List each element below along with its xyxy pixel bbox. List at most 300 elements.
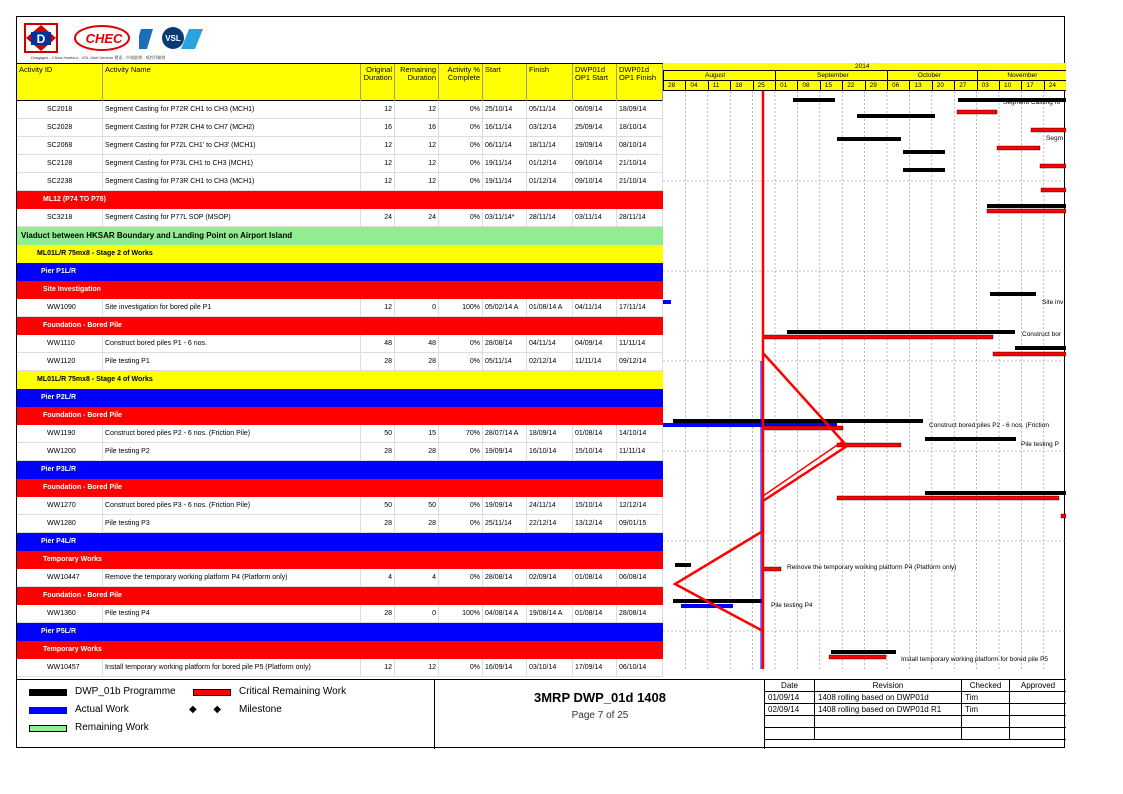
gantt-bar [925, 491, 1066, 495]
activity-id: WW1270 [17, 497, 103, 514]
activity-id: WW1360 [17, 605, 103, 622]
legend-programme-label: DWP_01b Programme [75, 686, 176, 697]
wbs-band-label: Temporary Works [43, 556, 102, 563]
gantt-bar [993, 352, 1066, 356]
wbs-band[interactable] [17, 641, 663, 659]
rev-desc: 1408 rolling based on DWP01d R1 [815, 704, 962, 716]
gantt-chart [663, 63, 1066, 669]
dwp-start: 01/08/14 [573, 425, 617, 442]
day-divider [1044, 81, 1045, 91]
day-label: 18 [735, 82, 743, 89]
dwp-finish: 08/10/14 [617, 137, 663, 154]
activity-name: Construct bored piles P3 - 6 nos. (Friction Pile) [103, 497, 361, 514]
activity-name: Construct bored piles P1 - 6 nos. [103, 335, 361, 352]
month-label: September [817, 72, 849, 79]
finish-date: 05/11/14 [527, 101, 573, 118]
pct-complete: 0% [439, 443, 483, 460]
day-label: 27 [959, 82, 967, 89]
logo-caption: Dragages - China Harbour - VSL Joint Venture 寶嘉 - 中國港灣 - 威胜利聯營 [31, 55, 166, 60]
day-divider [685, 81, 686, 91]
gantt-bar-label: Remove the temporary working platform P4 (Platform only) [787, 564, 957, 571]
dwp-start: 04/09/14 [573, 335, 617, 352]
finish-date: 24/11/14 [527, 497, 573, 514]
finish-date: 18/11/14 [527, 137, 573, 154]
wbs-band-label: Foundation - Bored Pile [43, 412, 122, 419]
activity-id: SC2238 [17, 173, 103, 190]
gantt-bar [1041, 188, 1066, 192]
finish-date: 01/12/14 [527, 173, 573, 190]
table-row[interactable] [17, 335, 663, 353]
original-duration: 28 [361, 515, 395, 532]
col-dwp-start[interactable]: DWP01d OP1 Start [573, 64, 617, 102]
gantt-bar [793, 98, 835, 102]
day-label: 15 [824, 82, 833, 89]
dwp-finish: 17/11/14 [617, 299, 663, 316]
dwp-finish: 09/01/15 [617, 515, 663, 532]
start-date: 05/02/14 A [483, 299, 527, 316]
wbs-band-label: Pier P2L/R [41, 394, 77, 401]
dwp-finish: 11/11/14 [617, 335, 663, 352]
remaining-duration: 28 [395, 443, 439, 460]
finish-date: 22/12/14 [527, 515, 573, 532]
table-row[interactable] [17, 515, 663, 533]
remaining-duration: 15 [395, 425, 439, 442]
gantt-bar [957, 110, 997, 114]
gantt-bar [763, 335, 993, 339]
day-label: 10 [1004, 82, 1012, 89]
original-duration: 12 [361, 101, 395, 118]
gantt-bar [681, 604, 733, 608]
revision-row-empty [765, 716, 1066, 728]
rev-col-approved: Approved [1020, 681, 1056, 690]
wbs-band[interactable] [17, 281, 663, 299]
rev-col-date: Date [765, 680, 815, 692]
wbs-band[interactable] [17, 191, 663, 209]
wbs-band-label: Site Investigation [43, 286, 101, 293]
activity-name: Pile testing P4 [103, 605, 361, 622]
chec-logo [73, 23, 131, 53]
finish-date: 02/09/14 [527, 569, 573, 586]
dwp-start: 09/10/14 [573, 155, 617, 172]
table-row[interactable] [17, 137, 663, 155]
activity-id: WW1090 [17, 299, 103, 316]
remaining-duration: 28 [395, 515, 439, 532]
activity-id: WW10457 [17, 659, 103, 676]
start-date: 16/11/14 [483, 119, 527, 136]
revision-row [765, 704, 1066, 716]
activity-name: Pile testing P1 [103, 353, 361, 370]
pct-complete: 100% [439, 299, 483, 316]
col-start[interactable]: Start [483, 64, 527, 102]
wbs-band[interactable] [17, 227, 663, 245]
pct-complete: 0% [439, 101, 483, 118]
start-date: 19/09/14 [483, 497, 527, 514]
vsl-text: VSL [165, 34, 181, 43]
gantt-bar [987, 204, 1066, 208]
activity-name: Segment Casting for P73L CH1 to CH3 (MCH1) [103, 155, 361, 172]
pct-complete: 0% [439, 497, 483, 514]
gantt-bar-label: Pile testing P [1021, 441, 1059, 448]
pct-complete: 0% [439, 137, 483, 154]
day-label: 01 [780, 82, 788, 89]
wbs-band[interactable] [17, 407, 663, 425]
rev-col-checked: Checked [962, 680, 1010, 692]
day-label: 04 [690, 82, 698, 89]
start-date: 05/11/14 [483, 353, 527, 370]
wbs-band-label: Pier P3L/R [41, 466, 77, 473]
dwp-start: 15/10/14 [573, 497, 617, 514]
dwp-finish: 28/11/14 [617, 209, 663, 226]
col-original-duration[interactable]: Original Duration [361, 64, 395, 102]
pct-complete: 0% [439, 209, 483, 226]
gantt-bar [675, 563, 691, 567]
original-duration: 4 [361, 569, 395, 586]
gantt-bar-label: Construct bor [1022, 331, 1062, 338]
wbs-band-label: Temporary Works [43, 646, 102, 653]
day-divider [708, 81, 709, 91]
start-date: 19/11/14 [483, 155, 527, 172]
table-row[interactable] [17, 659, 663, 677]
table-row[interactable] [17, 497, 663, 515]
remaining-duration: 48 [395, 335, 439, 352]
day-label: 08 [802, 82, 810, 89]
page-number: Page 7 of 25 [571, 710, 629, 721]
dwp-start: 04/11/14 [573, 299, 617, 316]
day-divider [865, 81, 866, 91]
remaining-duration: 0 [395, 605, 439, 622]
start-date: 25/10/14 [483, 101, 527, 118]
wbs-band[interactable] [17, 623, 663, 641]
rev-date: 02/09/14 [765, 704, 815, 716]
revision-header-row [765, 680, 1066, 692]
gantt-bar-label: Construct bored piles P2 - 6 nos. (Friction [929, 422, 1049, 429]
pct-complete: 0% [439, 335, 483, 352]
start-date: 16/09/14 [483, 659, 527, 676]
wbs-band-label: ML01L/R 75mx8 - Stage 2 of Works [37, 250, 153, 257]
finish-date: 28/11/14 [527, 209, 573, 226]
activity-id: SC2128 [17, 155, 103, 172]
col-activity-name[interactable]: Activity Name [103, 64, 361, 102]
activity-id: WW1120 [17, 353, 103, 370]
gantt-bar [663, 300, 671, 304]
col-remaining-duration[interactable]: Remaining Duration [395, 64, 439, 102]
month-label: August [705, 72, 726, 79]
month-divider [887, 71, 888, 81]
dwp-start: 19/09/14 [573, 137, 617, 154]
remaining-duration: 12 [395, 155, 439, 172]
original-duration: 16 [361, 119, 395, 136]
gantt-bar [1040, 164, 1066, 168]
wbs-band[interactable] [17, 551, 663, 569]
start-date: 28/08/14 [483, 335, 527, 352]
table-row[interactable] [17, 155, 663, 173]
finish-date: 04/11/14 [527, 335, 573, 352]
rev-empty-cell [962, 716, 1010, 728]
day-divider [797, 81, 798, 91]
revision-row-empty [765, 728, 1066, 740]
activity-id: SC3218 [17, 209, 103, 226]
rev-desc: 1408 rolling based on DWP01d [815, 692, 962, 704]
gantt-bar [925, 437, 1016, 441]
day-divider [932, 81, 933, 91]
pct-complete: 0% [439, 353, 483, 370]
dwp-finish: 06/10/14 [617, 659, 663, 676]
day-divider [887, 81, 888, 91]
pct-complete: 0% [439, 173, 483, 190]
original-duration: 50 [361, 497, 395, 514]
day-label: 22 [847, 82, 855, 89]
gantt-bar-label: Site inv [1042, 299, 1064, 306]
dwp-start: 13/12/14 [573, 515, 617, 532]
activity-id: WW1200 [17, 443, 103, 460]
activity-id: SC2028 [17, 119, 103, 136]
day-divider [775, 81, 776, 91]
legend-critical-label: Critical Remaining Work [239, 686, 347, 697]
activity-name: Install temporary working platform for bored pile P5 (Platform only) [103, 659, 361, 676]
month-label: October [917, 72, 941, 79]
col-activity-id[interactable]: Activity ID [17, 64, 103, 102]
revision-row [765, 692, 1066, 704]
day-label: 29 [869, 82, 877, 89]
rev-empty-cell [765, 728, 815, 740]
day-label: 20 [936, 82, 945, 89]
remaining-duration: 12 [395, 101, 439, 118]
start-date: 06/11/14 [483, 137, 527, 154]
month-divider [663, 71, 664, 81]
rev-empty-cell [962, 728, 1010, 740]
gantt-body [663, 91, 1066, 669]
col-dwp-finish[interactable]: DWP01d OP1 Finish [617, 64, 663, 102]
table-row[interactable] [17, 209, 663, 227]
finish-date: 03/12/14 [527, 119, 573, 136]
remaining-duration: 50 [395, 497, 439, 514]
table-row[interactable] [17, 119, 663, 137]
wbs-band-label: ML12 (P74 TO P78) [43, 196, 106, 203]
wbs-band-label: ML01L/R 75mx8 - Stage 4 of Works [37, 376, 153, 383]
legend-critical-swatch [193, 689, 231, 696]
table-row[interactable] [17, 425, 663, 443]
gantt-bar [903, 168, 945, 172]
rev-empty-cell [765, 716, 815, 728]
rev-col-revision: Revision [815, 680, 962, 692]
gantt-bar [997, 146, 1040, 150]
activity-name: Site investigation for bored pile P1 [103, 299, 361, 316]
rev-empty-cell [815, 716, 962, 728]
finish-date: 01/12/14 [527, 155, 573, 172]
gantt-bar [829, 655, 886, 659]
original-duration: 12 [361, 173, 395, 190]
pct-complete: 0% [439, 569, 483, 586]
gantt-bar [787, 330, 1015, 334]
legend-remaining-label: Remaining Work [75, 722, 149, 733]
start-date: 25/11/14 [483, 515, 527, 532]
finish-date: 03/10/14 [527, 659, 573, 676]
pct-complete: 0% [439, 659, 483, 676]
gantt-bar [1015, 346, 1066, 350]
table-header [17, 63, 663, 101]
gantt-bar-label: Pile testing P4 [771, 602, 813, 609]
gantt-bar-label: Segment Casting fo [1003, 99, 1061, 106]
day-divider [663, 81, 664, 91]
gantt-bar [831, 650, 896, 654]
activity-name: Construct bored piles P2 - 6 nos. (Friction Pile) [103, 425, 361, 442]
day-divider [842, 81, 843, 91]
remaining-duration: 16 [395, 119, 439, 136]
gantt-bar [673, 599, 763, 603]
milestone-diamond-icon: ◆ ◆ [189, 704, 222, 715]
gantt-bar [1061, 514, 1066, 518]
activity-id: WW1110 [17, 335, 103, 352]
gantt-bar [990, 292, 1036, 296]
day-divider [1021, 81, 1022, 91]
dragages-logo [23, 23, 59, 53]
gantt-timescale [663, 63, 1066, 91]
table-row[interactable] [17, 569, 663, 587]
table-row[interactable] [17, 299, 663, 317]
activity-name: Segment Casting for P72L CH1' to CH3' (MCH1) [103, 137, 361, 154]
day-divider [753, 81, 754, 91]
schedule-title: 3MRP DWP_01d 1408 [534, 690, 666, 705]
activity-name: Pile testing P3 [103, 515, 361, 532]
dwp-start: 06/09/14 [573, 101, 617, 118]
logo-strip [17, 17, 1066, 63]
wbs-band[interactable] [17, 245, 663, 263]
dwp-finish: 14/10/14 [617, 425, 663, 442]
table-row[interactable] [17, 173, 663, 191]
wbs-band-label: Pier P5L/R [41, 628, 77, 635]
day-label: 13 [914, 82, 922, 89]
legend-actual-label: Actual Work [75, 704, 129, 715]
dwp-finish: 09/12/14 [617, 353, 663, 370]
chec-text: CHEC [85, 31, 123, 46]
dwp-start: 01/08/14 [573, 605, 617, 622]
wbs-band-label: Foundation - Bored Pile [43, 322, 122, 329]
vsl-logo [139, 23, 205, 53]
legend [17, 679, 435, 749]
activity-name: Segment Casting for P73R CH1 to CH3 (MCH1) [103, 173, 361, 190]
wbs-band[interactable] [17, 317, 663, 335]
wbs-band[interactable] [17, 479, 663, 497]
wbs-band[interactable] [17, 389, 663, 407]
dwp-finish: 21/10/14 [617, 173, 663, 190]
original-duration: 12 [361, 299, 395, 316]
rev-approved [1010, 704, 1066, 716]
activity-name: Segment Casting for P77L SOP (MSOP) [103, 209, 361, 226]
legend-remaining-swatch [29, 725, 67, 732]
dwp-start: 15/10/14 [573, 443, 617, 460]
wbs-band[interactable] [17, 371, 663, 389]
activity-id: WW1280 [17, 515, 103, 532]
legend-actual-swatch [29, 707, 67, 714]
dwp-finish: 11/11/14 [617, 443, 663, 460]
original-duration: 28 [361, 605, 395, 622]
dwp-finish: 12/12/14 [617, 497, 663, 514]
dwp-start: 01/08/14 [573, 569, 617, 586]
pct-complete: 100% [439, 605, 483, 622]
rev-checked: Tim [962, 692, 1010, 704]
month-divider [977, 71, 978, 81]
table-row[interactable] [17, 443, 663, 461]
gantt-bar-label: Segm [1046, 135, 1063, 142]
dwp-start: 03/11/14 [573, 209, 617, 226]
dwp-finish: 18/09/14 [617, 101, 663, 118]
table-row[interactable] [17, 353, 663, 371]
month-divider [775, 71, 776, 81]
finish-date: 18/09/14 [527, 425, 573, 442]
day-label: 25 [757, 82, 765, 89]
gantt-bar [837, 137, 901, 141]
remaining-duration: 0 [395, 299, 439, 316]
wbs-band-label: Pier P1L/R [41, 268, 77, 275]
pct-complete: 0% [439, 119, 483, 136]
activity-name: Pile testing P2 [103, 443, 361, 460]
original-duration: 12 [361, 659, 395, 676]
activity-name: Segment Casting for P72R CH4 to CH7 (MCH2) [103, 119, 361, 136]
original-duration: 50 [361, 425, 395, 442]
original-duration: 12 [361, 155, 395, 172]
start-date: 28/08/14 [483, 569, 527, 586]
day-label: 17 [1026, 82, 1034, 89]
gantt-bar [903, 150, 945, 154]
dwp-finish: 06/08/14 [617, 569, 663, 586]
dwp-start: 09/10/14 [573, 173, 617, 190]
activity-name: Segment Casting for P72R CH1 to CH3 (MCH1) [103, 101, 361, 118]
schedule-sheet [16, 16, 1065, 748]
month-label: November [1007, 72, 1038, 79]
remaining-duration: 12 [395, 659, 439, 676]
rev-date: 01/09/14 [765, 692, 815, 704]
rev-checked: Tim [962, 704, 1010, 716]
col-pct-complete[interactable]: Activity % Complete [439, 64, 483, 102]
wbs-band-label: Foundation - Bored Pile [43, 592, 122, 599]
wbs-band[interactable] [17, 587, 663, 605]
year-label: 2014 [855, 63, 870, 70]
wbs-band-label: Pier P4L/R [41, 538, 77, 545]
finish-date: 16/10/14 [527, 443, 573, 460]
start-date: 03/11/14* [483, 209, 527, 226]
finish-date: 19/08/14 A [527, 605, 573, 622]
dwp-start: 17/09/14 [573, 659, 617, 676]
year-row [663, 63, 1066, 71]
day-label: 28 [668, 82, 676, 89]
table-row[interactable] [17, 605, 663, 623]
col-finish[interactable]: Finish [527, 64, 573, 102]
day-divider [999, 81, 1000, 91]
remaining-duration: 28 [395, 353, 439, 370]
wbs-band-label: Viaduct between HKSAR Boundary and Landing Point on Airport Island [21, 231, 293, 240]
gantt-bar-label: Install temporary working platform for bored pile P5 [901, 656, 1049, 663]
activity-id: WW10447 [17, 569, 103, 586]
dwp-start: 25/09/14 [573, 119, 617, 136]
wbs-band-label: Foundation - Bored Pile [43, 484, 122, 491]
legend-programme-swatch [29, 689, 67, 696]
activity-id: WW1190 [17, 425, 103, 442]
gantt-bar [1031, 128, 1066, 132]
start-date: 19/09/14 [483, 443, 527, 460]
wbs-band[interactable] [17, 263, 663, 281]
wbs-band[interactable] [17, 533, 663, 551]
wbs-band[interactable] [17, 461, 663, 479]
day-divider [730, 81, 731, 91]
activity-id: SC2018 [17, 101, 103, 118]
finish-date: 01/08/14 A [527, 299, 573, 316]
dwp-finish: 18/10/14 [617, 119, 663, 136]
revision-table [765, 679, 1066, 749]
rev-approved [1010, 692, 1066, 704]
table-row[interactable] [17, 101, 663, 119]
day-label: 11 [712, 82, 720, 89]
day-divider [820, 81, 821, 91]
